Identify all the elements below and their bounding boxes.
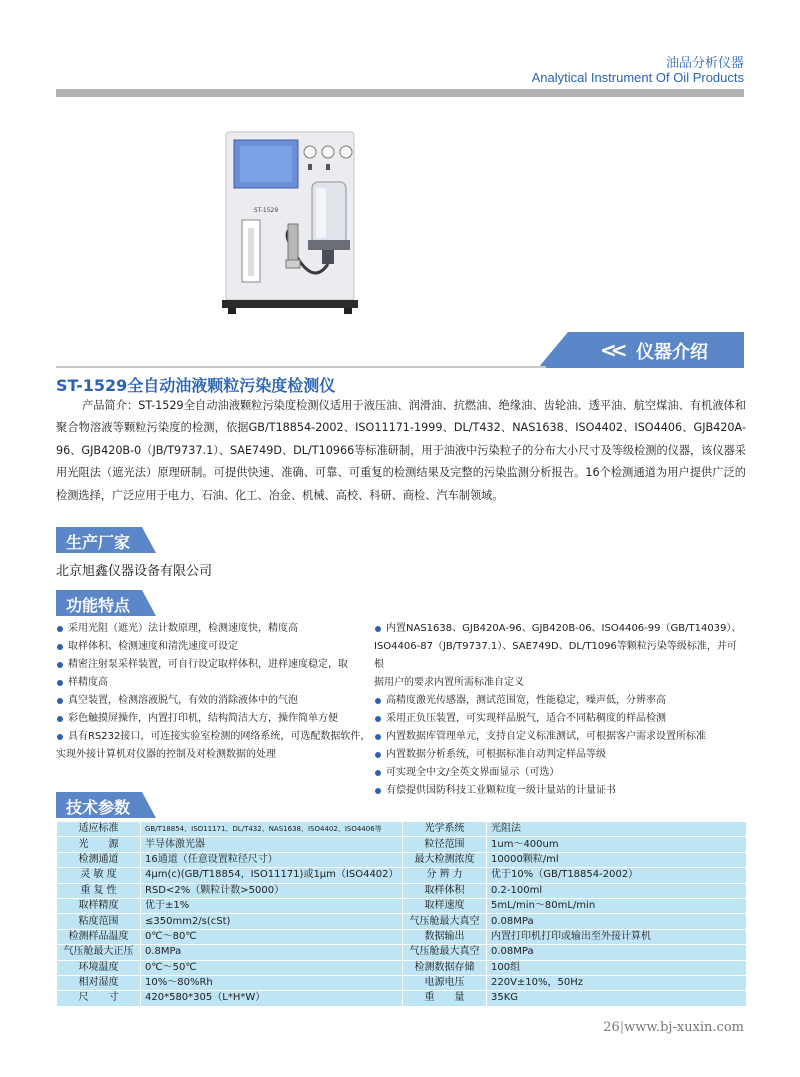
spec-value: 10000颗粒/ml	[487, 852, 747, 867]
spec-value: 100组	[487, 960, 747, 975]
spec-value: 0.08MPa	[487, 914, 747, 929]
footer-url: www.bj-xuxin.com	[624, 1020, 744, 1035]
section-specs	[56, 792, 156, 818]
feature-item: 采用正负压装置，可实现样品脱气，适合不同粘稠度的样品检测	[374, 710, 746, 728]
feature-item: 有偿提供国防科技工业颗粒度一级计量站的计量证书	[374, 782, 746, 800]
spec-value: 16通道（任意设置粒径尺寸）	[141, 852, 403, 867]
spec-value: 0℃～50℃	[141, 960, 403, 975]
feature-item: 高精度激光传感器，测试范围宽，性能稳定，噪声低，分辨率高	[374, 692, 746, 710]
header-category-cn: 油品分析仪器	[665, 56, 744, 71]
spec-value: 5mL/min～80mL/min	[487, 898, 747, 913]
feature-item-cont: ISO4406-87（JB/T9737.1）、SAE749D、DL/T1096等颗粒污染等级标准，并可根	[374, 641, 737, 670]
spec-value: 优于10%（GB/T18854-2002）	[487, 868, 747, 883]
spec-label: 环境温度	[57, 960, 141, 975]
spec-label: 检测通道	[57, 852, 141, 867]
feature-item: 精密注射泵采样装置，可自行设定取样体积，进样速度稳定，取	[56, 656, 374, 674]
maker-name: 北京旭鑫仪器设备有限公司	[56, 564, 213, 579]
spec-label: 气压舱最大真空	[403, 945, 487, 960]
spec-value: 0.2-100ml	[487, 883, 747, 898]
section-features-title: 功能特点	[66, 596, 131, 615]
feature-item: 可实现全中文/全英文界面显示（可选）	[374, 764, 746, 782]
spec-label: 适应标准	[57, 822, 141, 837]
spec-label: 检测数据存储	[403, 960, 487, 975]
features-right	[374, 620, 746, 800]
spec-label: 粘度范围	[57, 914, 141, 929]
feature-item: 内置数据库管理单元，支持自定义标准测试，可根据客户需求设置所标准	[374, 728, 746, 746]
spec-label: 相对湿度	[57, 975, 141, 990]
features-left	[56, 620, 374, 764]
feature-item-cont: 实现外接计算机对仪器的控制及对检测数据的处理	[56, 749, 276, 760]
header-category-en: Analytical Instrument Of Oil Products	[531, 70, 744, 85]
spec-label: 尺 寸	[57, 991, 141, 1006]
spec-label: 气压舱最大真空	[403, 914, 487, 929]
feature-item: 内置数据分析系统，可根据标准自动判定样品等级	[374, 746, 746, 764]
feature-item: 真空装置，检测溶液脱气，有效的消除液体中的气泡	[56, 692, 374, 710]
feature-item: 取样体积、检测速度和清洗速度可设定	[56, 638, 374, 656]
section-features	[56, 590, 156, 616]
spec-value: 半导体激光器	[141, 837, 403, 852]
spec-value: 光阻法	[487, 822, 747, 837]
spec-value: 220V±10%，50Hz	[487, 975, 747, 990]
table-row	[57, 898, 747, 913]
spec-label: 取样精度	[57, 898, 141, 913]
spec-label: 检测样品温度	[57, 929, 141, 944]
table-row	[57, 837, 747, 852]
spec-label: 数据输出	[403, 929, 487, 944]
section-maker	[56, 527, 156, 553]
spec-label: 最大检测浓度	[403, 852, 487, 867]
table-row	[57, 929, 747, 944]
screen-model-label: ST-1529	[253, 207, 279, 214]
feature-item: 采用光阻（遮光）法计数原理，检测速度快，精度高	[56, 620, 374, 638]
spec-value: 0℃～80℃	[141, 929, 403, 944]
table-row	[57, 914, 747, 929]
spec-label: 光学系统	[403, 822, 487, 837]
spec-label: 粒径范围	[403, 837, 487, 852]
product-image	[222, 128, 370, 318]
spec-value: GB/T18854、ISO11171、DL/T432、NAS1638、ISO4402、ISO4406等	[141, 822, 403, 837]
spec-label: 重 量	[403, 991, 487, 1006]
spec-value: 0.08MPa	[487, 945, 747, 960]
feature-item-cont: 据用户的要求内置所需标准自定义	[374, 677, 524, 688]
feature-item: 具有RS232接口，可连接实验室检测的网络系统，可选配数据软件，	[56, 728, 374, 746]
spec-value: 优于±1%	[141, 898, 403, 913]
product-title: ST-1529全自动油液颗粒污染度检测仪	[56, 376, 336, 395]
section-maker-title: 生产厂家	[66, 533, 131, 552]
table-row	[57, 852, 747, 867]
spec-label: 电源电压	[403, 975, 487, 990]
feature-item: 彩色触摸屏操作，内置打印机，结构简洁大方，操作简单方便	[56, 710, 374, 728]
header-divider	[56, 89, 744, 97]
spec-label: 灵 敏 度	[57, 868, 141, 883]
spec-label: 分 辨 力	[403, 868, 487, 883]
spec-label: 重 复 性	[57, 883, 141, 898]
table-row	[57, 960, 747, 975]
table-row	[57, 975, 747, 990]
feature-item: 内置NAS1638、GJB420A-96、GJB420B-06、ISO4406-99（GB/T14039）、	[374, 620, 746, 638]
spec-value: 内置打印机打印或输出至外接计算机	[487, 929, 747, 944]
spec-value: 0.8MPa	[141, 945, 403, 960]
table-row	[57, 868, 747, 883]
spec-value: 35KG	[487, 991, 747, 1006]
table-row	[57, 945, 747, 960]
chevron-left-icon: <<	[600, 338, 622, 362]
feature-item-cont: 样精度高	[56, 674, 374, 692]
footer-separator: |	[619, 1020, 625, 1035]
spec-label: 取样体积	[403, 883, 487, 898]
banner-rule	[56, 366, 546, 368]
page-footer	[603, 1020, 744, 1035]
spec-table	[56, 821, 747, 1007]
spec-value: 1um～400um	[487, 837, 747, 852]
spec-value: 420*580*305（L*H*W）	[141, 991, 403, 1006]
spec-label: 取样速度	[403, 898, 487, 913]
spec-value: RSD<2%（颗粒计数>5000）	[141, 883, 403, 898]
banner-title: 仪器介绍	[636, 342, 708, 363]
spec-value: 10%～80%Rh	[141, 975, 403, 990]
table-row	[57, 883, 747, 898]
table-row	[57, 822, 747, 837]
product-intro: 产品简介：ST-1529全自动油液颗粒污染度检测仪适用于液压油、润滑油、抗燃油、绝缘油、齿轮油、透平油、航空煤油、有机液体和聚合物溶液等颗粒污染度的检测，依据GB/T18854-2002、ISO11171-1999、DL/T432、NAS1638、ISO4402、ISO4406、GJB420A-96、GJB420B-0（JB/T9737.1）、SAE749D、DL/T10966等标准研制，用于油液中污染粒子的分布大小尺寸及等级检测的仪器，该仪器采用光阻法（遮光法）原理研制。可提供快速、准确、可靠、可重复的检测结果及完整的污染监测分析报告。16个检测通道为用户提供广泛的检测选择，广泛应用于电力、石油、化工、冶金、机械、高校、科研、商检、汽车制领域。	[56, 399, 746, 502]
section-banner-instrument-intro	[538, 332, 744, 368]
spec-label: 光 源	[57, 837, 141, 852]
section-specs-title: 技术参数	[66, 798, 131, 817]
table-row	[57, 991, 747, 1006]
spec-label: 气压舱最大正压	[57, 945, 141, 960]
spec-value: 4μm(c)(GB/T18854，ISO11171)或1μm（ISO4402）	[141, 868, 403, 883]
spec-value: ≤350mm2/s(cSt)	[141, 914, 403, 929]
page-number: 26	[603, 1020, 620, 1035]
